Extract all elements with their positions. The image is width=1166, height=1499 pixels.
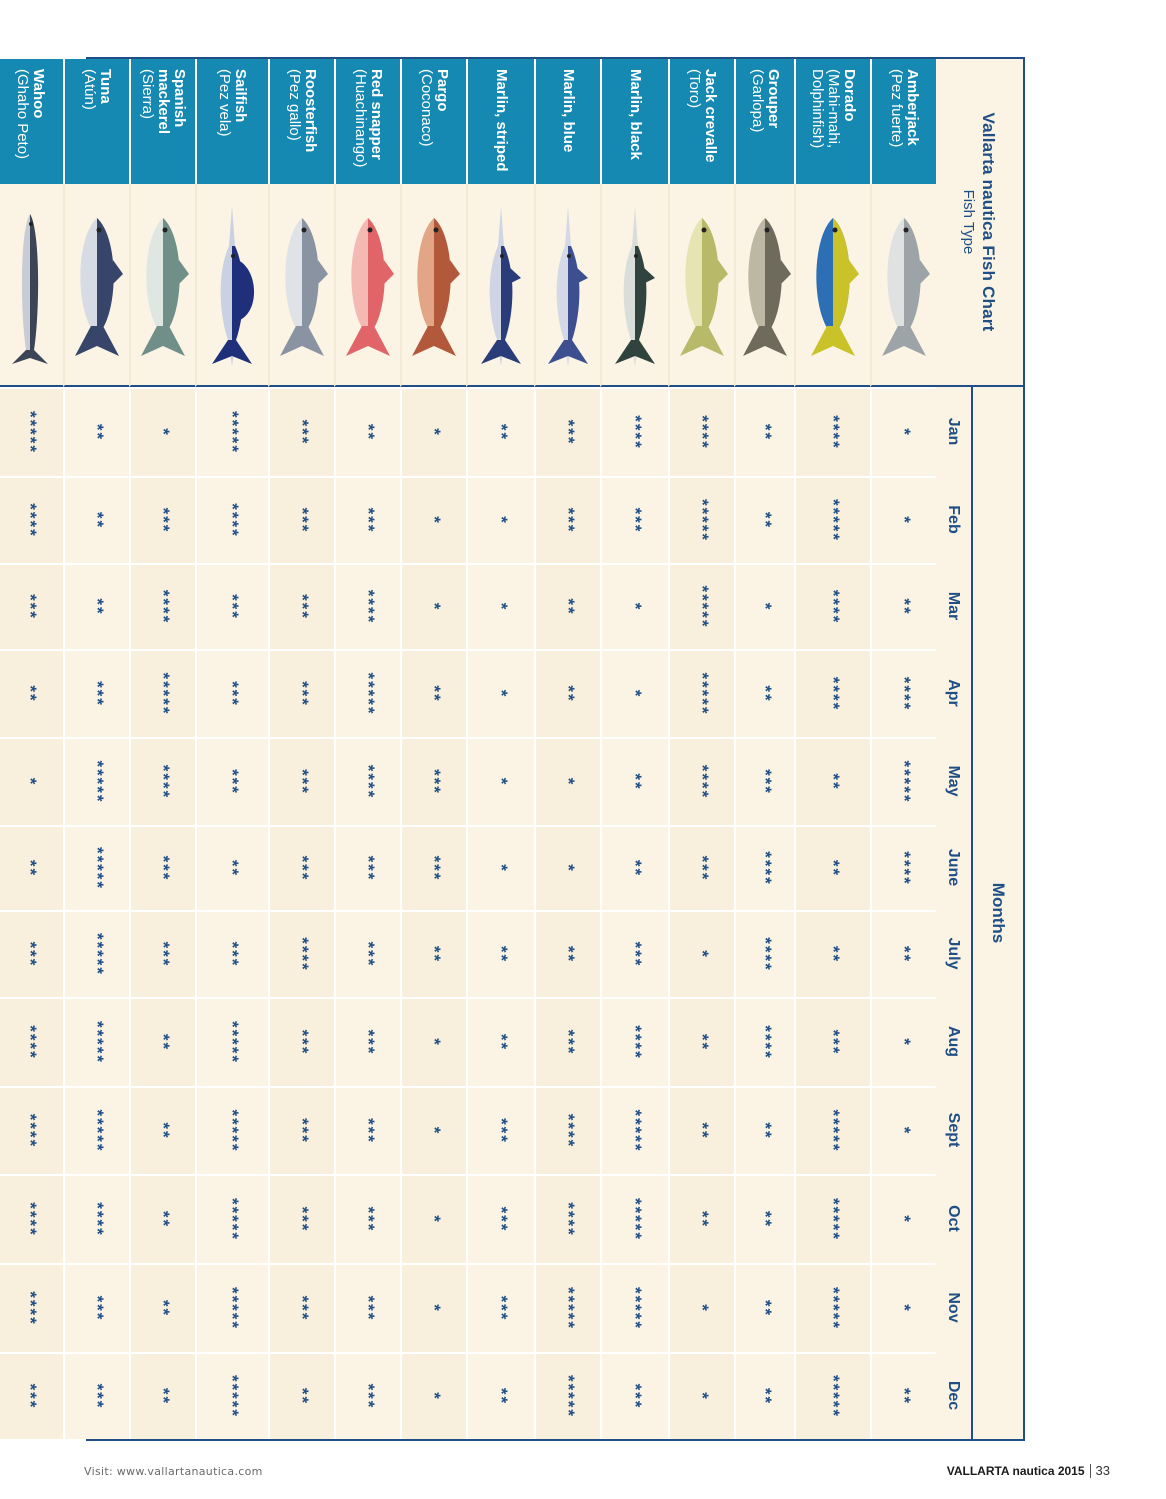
rating-cell: *** <box>0 1352 63 1439</box>
fish-name-cell <box>268 59 334 184</box>
fish-image-cell <box>268 184 334 387</box>
sailfish-icon <box>205 200 261 370</box>
fish-image-cell <box>734 184 794 387</box>
rating-cell: * <box>400 387 466 476</box>
fish-name-cell <box>534 59 600 184</box>
rating-cell: ** <box>466 387 534 476</box>
rotated-frame <box>14 57 1025 1441</box>
fish-row <box>668 59 734 1439</box>
fish-row <box>600 59 668 1439</box>
fish-row <box>794 59 870 1439</box>
fish-local-name: (Coconaco) <box>418 69 435 147</box>
fish-row <box>63 59 129 1439</box>
rating-cell: ** <box>129 1174 195 1263</box>
fish-local-name: (Garlopa) <box>749 69 766 133</box>
fish-image-cell <box>0 184 63 387</box>
rating-cell: *** <box>334 910 400 997</box>
rating-cell: ** <box>534 563 600 649</box>
rating-cell: **** <box>600 387 668 476</box>
fish-image-cell <box>63 184 129 387</box>
rating-cell: * <box>870 1174 936 1263</box>
rating-cell: ***** <box>63 997 129 1086</box>
fish-name: Amberjack <box>904 69 921 146</box>
rating-cell: ** <box>734 1263 794 1352</box>
chart-subtitle: Fish Type <box>960 189 978 255</box>
rating-cell: ** <box>195 825 268 910</box>
rating-cell: ** <box>129 1352 195 1439</box>
rating-cell: * <box>600 649 668 737</box>
rating-cell: ***** <box>0 387 63 476</box>
footer-visit: Visit: www.vallartanautica.com <box>84 1465 263 1478</box>
rating-cell: *** <box>334 1352 400 1439</box>
month-header-4: May <box>945 765 963 797</box>
rating-cell: ** <box>268 1352 334 1439</box>
rating-cell: *** <box>63 1352 129 1439</box>
rating-cell: * <box>400 1086 466 1174</box>
rating-cell: ***** <box>870 737 936 825</box>
month-header-3: Apr <box>945 679 963 707</box>
fish-row <box>466 59 534 1439</box>
rating-cell: *** <box>268 997 334 1086</box>
striped-marlin-icon <box>473 200 529 370</box>
rating-cell: *** <box>734 737 794 825</box>
fish-name-cell <box>334 59 400 184</box>
rating-cell: *** <box>668 825 734 910</box>
fish-local-name: (Sierra) <box>139 69 156 120</box>
rating-cell: ***** <box>794 1352 870 1439</box>
rating-cell: ** <box>466 1352 534 1439</box>
rating-cell: ***** <box>668 476 734 563</box>
rating-cell: * <box>400 1263 466 1352</box>
rating-cell: **** <box>668 387 734 476</box>
fish-image-cell <box>334 184 400 387</box>
fish-image-cell <box>870 184 936 387</box>
chart-title-cell <box>936 59 1023 387</box>
fish-name: Marlin, striped <box>493 69 510 172</box>
rating-cell: *** <box>600 476 668 563</box>
rating-cell: **** <box>734 997 794 1086</box>
rating-cell: ** <box>334 387 400 476</box>
fish-name: Wahoo <box>30 69 48 119</box>
rating-cell: **** <box>794 563 870 649</box>
rating-cell: ***** <box>668 563 734 649</box>
rating-cell: **** <box>0 997 63 1086</box>
fish-row <box>268 59 334 1439</box>
page-number: 33 <box>1095 1463 1110 1478</box>
jack-crevalle-icon <box>674 200 730 370</box>
rating-cell: ** <box>400 910 466 997</box>
rating-cell: *** <box>129 825 195 910</box>
blue-marlin-icon <box>540 200 596 370</box>
rating-cell: *** <box>400 825 466 910</box>
rating-cell: * <box>129 387 195 476</box>
fish-name-cell <box>400 59 466 184</box>
rating-cell: *** <box>195 737 268 825</box>
fish-name-cell <box>466 59 534 184</box>
fish-name: Sailfish <box>232 69 250 123</box>
fish-name-cell <box>63 59 129 184</box>
rating-cell: ***** <box>195 1352 268 1439</box>
rating-cell: ** <box>600 825 668 910</box>
rating-cell: * <box>870 476 936 563</box>
rating-cell: * <box>870 997 936 1086</box>
rating-cell: *** <box>600 1352 668 1439</box>
rating-cell: * <box>400 1174 466 1263</box>
rating-cell: ***** <box>195 1086 268 1174</box>
rating-cell: *** <box>400 737 466 825</box>
rating-cell: * <box>668 1263 734 1352</box>
rating-cell: ** <box>129 997 195 1086</box>
rating-cell: *** <box>334 1086 400 1174</box>
rating-cell: * <box>870 1263 936 1352</box>
month-header-8: Sept <box>945 1112 963 1148</box>
footer-divider <box>1090 1464 1091 1478</box>
chart-title: Vallarta nautica Fish Chart <box>979 112 999 332</box>
tuna-icon <box>69 200 125 370</box>
fish-name-cell <box>195 59 268 184</box>
rating-cell: *** <box>268 387 334 476</box>
rating-cell: **** <box>794 387 870 476</box>
rating-cell: **** <box>534 1086 600 1174</box>
rating-cell: **** <box>0 1263 63 1352</box>
rating-cell: ***** <box>534 1263 600 1352</box>
rating-cell: ** <box>734 649 794 737</box>
rating-cell: ** <box>129 1086 195 1174</box>
rating-cell: ** <box>734 1174 794 1263</box>
fish-row <box>400 59 466 1439</box>
fish-name: Dorado <box>841 69 858 122</box>
grouper-icon <box>737 200 793 370</box>
month-header-11: Dec <box>945 1380 963 1411</box>
dorado-icon <box>805 200 861 370</box>
rating-cell: ***** <box>63 825 129 910</box>
fish-name-cell <box>668 59 734 184</box>
month-header-5: June <box>945 848 963 887</box>
fish-row <box>534 59 600 1439</box>
rating-cell: *** <box>195 649 268 737</box>
fish-name: Tuna <box>97 69 114 104</box>
month-header-6: July <box>945 937 963 970</box>
rating-cell: **** <box>870 649 936 737</box>
month-header-10: Nov <box>945 1292 963 1323</box>
fish-image-cell <box>534 184 600 387</box>
fish-name: Red snapper <box>368 69 385 160</box>
rating-cell: ***** <box>195 1263 268 1352</box>
rating-cell: *** <box>268 1263 334 1352</box>
rating-cell: ***** <box>794 476 870 563</box>
rating-cell: *** <box>534 476 600 563</box>
rating-cell: * <box>534 825 600 910</box>
rating-cell: ** <box>734 387 794 476</box>
wahoo-icon <box>3 200 59 370</box>
fish-name: Jack crevalle <box>702 69 719 163</box>
rating-cell: *** <box>268 563 334 649</box>
fish-image-cell <box>195 184 268 387</box>
rating-cell: ** <box>668 1086 734 1174</box>
fish-row <box>734 59 794 1439</box>
rating-cell: ** <box>734 1086 794 1174</box>
rating-cell: ** <box>534 910 600 997</box>
fish-image-cell <box>794 184 870 387</box>
rating-cell: **** <box>334 737 400 825</box>
rating-cell: *** <box>334 476 400 563</box>
rating-cell: ** <box>668 1174 734 1263</box>
rating-cell: **** <box>668 737 734 825</box>
rating-cell: **** <box>334 563 400 649</box>
rating-cell: **** <box>734 910 794 997</box>
fish-row <box>195 59 268 1439</box>
rating-cell: *** <box>63 1263 129 1352</box>
rating-cell: **** <box>0 1086 63 1174</box>
months-label: Months <box>971 387 1023 1439</box>
rating-cell: *** <box>129 910 195 997</box>
rating-cell: ***** <box>195 997 268 1086</box>
rating-cell: *** <box>129 476 195 563</box>
rating-cell: ** <box>466 997 534 1086</box>
rating-cell: *** <box>534 387 600 476</box>
rating-cell: *** <box>466 1174 534 1263</box>
rating-cell: *** <box>334 1263 400 1352</box>
rating-cell: *** <box>334 1174 400 1263</box>
rating-cell: ** <box>794 825 870 910</box>
fish-local-name: (Toro) <box>686 69 703 109</box>
rating-cell: ***** <box>794 1086 870 1174</box>
rating-cell: ***** <box>534 1352 600 1439</box>
fish-name-cell <box>794 59 870 184</box>
rating-cell: ***** <box>195 387 268 476</box>
rating-cell: * <box>400 997 466 1086</box>
rating-cell: ** <box>870 563 936 649</box>
rating-cell: ** <box>400 649 466 737</box>
fish-name: Marlin, blue <box>560 69 577 153</box>
rating-cell: * <box>466 563 534 649</box>
rating-cell: ***** <box>794 1263 870 1352</box>
month-header-1: Feb <box>945 505 963 534</box>
rating-cell: *** <box>334 997 400 1086</box>
rating-cell: * <box>466 649 534 737</box>
rating-cell: **** <box>794 649 870 737</box>
rating-cell: **** <box>63 1174 129 1263</box>
rating-cell: *** <box>195 910 268 997</box>
rating-cell: ***** <box>600 1086 668 1174</box>
rating-cell: **** <box>870 825 936 910</box>
rating-cell: *** <box>0 563 63 649</box>
rating-cell: * <box>0 737 63 825</box>
fish-chart-table <box>14 57 1025 1441</box>
rating-cell: ** <box>63 476 129 563</box>
rating-cell: ***** <box>63 1086 129 1174</box>
rating-cell: *** <box>534 997 600 1086</box>
rating-cell: * <box>400 476 466 563</box>
month-header-0: Jan <box>945 417 963 446</box>
fish-row <box>0 59 63 1439</box>
fish-local-name: (Atún) <box>81 69 98 110</box>
rating-cell: ** <box>734 1352 794 1439</box>
rating-cell: **** <box>195 476 268 563</box>
rating-cell: *** <box>600 910 668 997</box>
rating-cell: ** <box>0 825 63 910</box>
rating-cell: *** <box>268 649 334 737</box>
fish-image-cell <box>129 184 195 387</box>
spanish-mackerel-icon <box>135 200 191 370</box>
rating-cell: * <box>734 563 794 649</box>
month-header-2: Mar <box>945 591 963 621</box>
fish-rows <box>14 59 936 1439</box>
rating-cell: *** <box>794 997 870 1086</box>
rating-cell: *** <box>466 1263 534 1352</box>
fish-row <box>870 59 936 1439</box>
rating-cell: *** <box>466 1086 534 1174</box>
rating-cell: *** <box>268 825 334 910</box>
rating-cell: **** <box>600 997 668 1086</box>
rating-cell: ** <box>600 737 668 825</box>
rating-cell: *** <box>268 737 334 825</box>
pargo-icon <box>406 200 462 370</box>
fish-name-cell <box>734 59 794 184</box>
footer-brand-block <box>947 1463 1110 1478</box>
fish-name: Pargo <box>434 69 451 112</box>
rating-cell: *** <box>268 1086 334 1174</box>
black-marlin-icon <box>607 200 663 370</box>
rating-cell: ** <box>870 910 936 997</box>
rating-cell: ***** <box>794 1174 870 1263</box>
rating-cell: ** <box>734 476 794 563</box>
fish-image-cell <box>600 184 668 387</box>
fish-row <box>129 59 195 1439</box>
rating-cell: ** <box>466 910 534 997</box>
footer-brand: VALLARTA nautica 2015 <box>946 1463 1085 1478</box>
months-header <box>936 387 1023 1439</box>
fish-name-cell <box>0 59 63 184</box>
fish-name-cell <box>870 59 936 184</box>
amberjack-icon <box>876 200 932 370</box>
rating-cell: **** <box>0 476 63 563</box>
rating-cell: ** <box>668 997 734 1086</box>
rating-cell: *** <box>63 649 129 737</box>
rating-cell: *** <box>195 563 268 649</box>
red-snapper-icon <box>340 200 396 370</box>
fish-name: Grouper <box>765 69 782 129</box>
rating-cell: ***** <box>63 910 129 997</box>
roosterfish-icon <box>274 200 330 370</box>
rating-cell: * <box>668 910 734 997</box>
rating-cell: * <box>466 737 534 825</box>
fish-local-name: (Ghaho Peto) <box>14 69 32 160</box>
fish-name: Roosterfish <box>302 69 319 153</box>
rating-cell: ***** <box>195 1174 268 1263</box>
rating-cell: **** <box>129 563 195 649</box>
rating-cell: ** <box>794 737 870 825</box>
rating-cell: **** <box>534 1174 600 1263</box>
rating-cell: ***** <box>334 649 400 737</box>
rating-cell: **** <box>0 1174 63 1263</box>
rating-cell: * <box>466 825 534 910</box>
fish-local-name: (Pez gallo) <box>286 69 303 141</box>
rating-cell: ***** <box>63 737 129 825</box>
rating-cell: * <box>400 1352 466 1439</box>
rating-cell: ** <box>870 1352 936 1439</box>
rating-cell: ** <box>63 387 129 476</box>
rating-cell: *** <box>0 910 63 997</box>
fish-name-cell <box>129 59 195 184</box>
rating-cell: ***** <box>129 649 195 737</box>
rating-cell: ** <box>63 563 129 649</box>
fish-name: Spanish mackerel <box>155 69 188 135</box>
fish-row <box>334 59 400 1439</box>
fish-image-cell <box>668 184 734 387</box>
rating-cell: * <box>400 563 466 649</box>
rating-cell: ***** <box>600 1263 668 1352</box>
rating-cell: *** <box>268 476 334 563</box>
rating-cell: **** <box>734 825 794 910</box>
rating-cell: ** <box>534 649 600 737</box>
rating-cell: * <box>534 737 600 825</box>
rating-cell: ***** <box>668 649 734 737</box>
rating-cell: ** <box>129 1263 195 1352</box>
rating-cell: * <box>668 1352 734 1439</box>
fish-image-cell <box>400 184 466 387</box>
rating-cell: * <box>870 1086 936 1174</box>
rating-cell: * <box>600 563 668 649</box>
month-header-row <box>936 387 971 1439</box>
fish-local-name: (Pez fuerte) <box>888 69 905 148</box>
fish-local-name: (Huachinango) <box>352 69 369 168</box>
fish-local-name: (Pez vela) <box>216 69 234 137</box>
rating-cell: ** <box>794 910 870 997</box>
rating-cell: ***** <box>600 1174 668 1263</box>
rating-cell: *** <box>268 1174 334 1263</box>
rating-cell: * <box>870 387 936 476</box>
rating-cell: *** <box>334 825 400 910</box>
month-header-7: Aug <box>945 1025 963 1058</box>
rating-cell: **** <box>129 737 195 825</box>
rating-cell: ** <box>0 649 63 737</box>
fish-local-name: (Mahi-mahi, Dolphinfish) <box>809 69 842 149</box>
month-header-9: Oct <box>945 1205 963 1232</box>
rating-cell: **** <box>268 910 334 997</box>
fish-name-cell <box>600 59 668 184</box>
fish-image-cell <box>466 184 534 387</box>
fish-name: Marlin, black <box>627 69 644 160</box>
rating-cell: * <box>466 476 534 563</box>
